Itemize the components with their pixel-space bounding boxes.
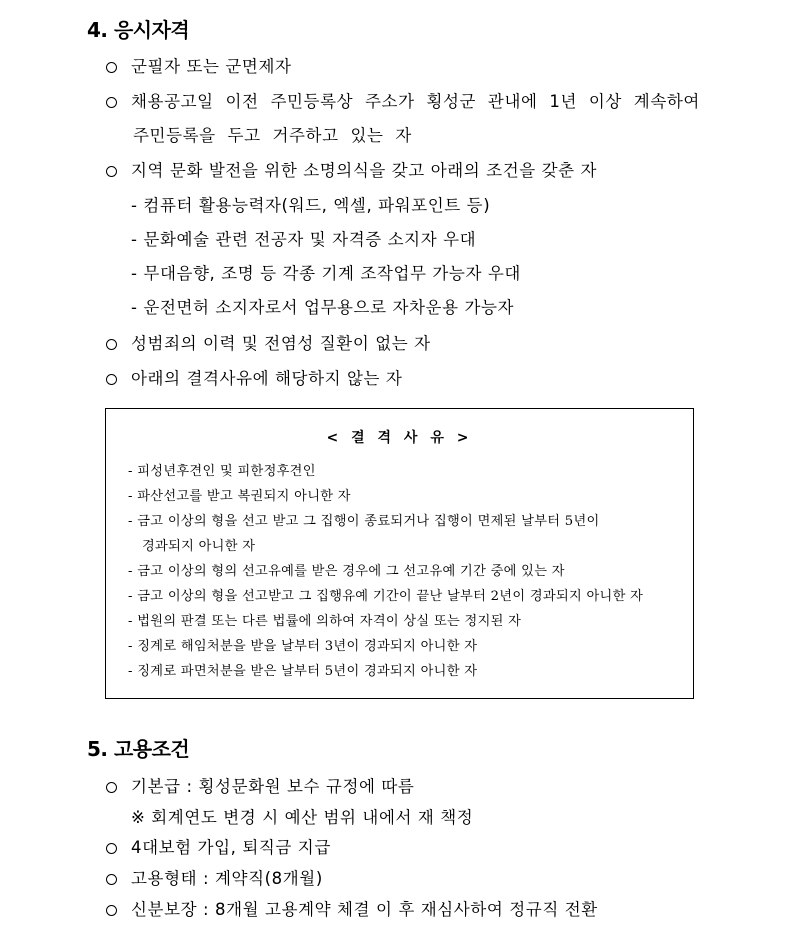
disqualification-line: - 법원의 판결 또는 다른 법률에 의하여 자격이 상실 또는 정지된 자 <box>128 614 522 629</box>
qualification-item: 성범죄의 이력 및 전염성 질환이 없는 자 <box>131 334 431 353</box>
qualification-item: 채용공고일 이전 주민등록상 주소가 횡성군 관내에 1년 이상 계속하여 <box>131 92 700 111</box>
qualification-subitem: - 컴퓨터 활용능력자(워드, 엑셀, 파워포인트 등) <box>131 196 491 215</box>
qualification-subitem: - 무대음향, 조명 등 각종 기계 조작업무 가능자 우대 <box>131 264 521 283</box>
circle-bullet-icon <box>106 166 117 177</box>
qualification-item: 지역 문화 발전을 위한 소명의식을 갖고 아래의 조건을 갖춘 자 <box>131 161 598 180</box>
circle-bullet-icon <box>106 905 117 916</box>
employment-condition-item: 고용형태 : 계약직(8개월) <box>131 869 323 888</box>
disqualification-line: - 파산선고를 받고 복권되지 아니한 자 <box>128 489 351 504</box>
disqualification-line: - 피성년후견인 및 피한정후견인 <box>128 464 316 479</box>
circle-bullet-icon <box>106 97 117 108</box>
disqualification-title: < 결 격 사 유 > <box>326 430 473 446</box>
disqualification-line: - 금고 이상의 형의 선고유예를 받은 경우에 그 선고유예 기간 중에 있는 자 <box>128 564 565 579</box>
qualification-item-continued: 주민등록을 두고 거주하고 있는 자 <box>133 126 412 145</box>
circle-bullet-icon <box>106 843 117 854</box>
qualification-item: 군필자 또는 군면제자 <box>131 57 292 76</box>
disqualification-line: - 징계로 파면처분을 받은 날부터 5년이 경과되지 아니한 자 <box>128 664 478 679</box>
employment-condition-item: 신분보장 : 8개월 고용계약 체결 이 후 재심사하여 정규직 전환 <box>131 900 598 919</box>
disqualification-line: - 징계로 해임처분을 받을 날부터 3년이 경과되지 아니한 자 <box>128 639 478 654</box>
disqualification-line-continued: 경과되지 아니한 자 <box>142 539 256 554</box>
circle-bullet-icon <box>106 874 117 885</box>
employment-condition-note: ※ 회계연도 변경 시 예산 범위 내에서 재 책정 <box>131 808 474 827</box>
circle-bullet-icon <box>106 339 117 350</box>
qualification-subitem: - 운전면허 소지자로서 업무용으로 자차운용 가능자 <box>131 298 515 317</box>
circle-bullet-icon <box>106 374 117 385</box>
section-4-title: 4. 응시자격 <box>87 18 190 42</box>
disqualification-box <box>105 408 694 699</box>
qualification-item: 아래의 결격사유에 해당하지 않는 자 <box>131 369 403 388</box>
qualification-subitem: - 문화예술 관련 전공자 및 자격증 소지자 우대 <box>131 230 477 249</box>
section-5-title: 5. 고용조건 <box>87 737 190 761</box>
disqualification-line: - 금고 이상의 형을 선고 받고 그 집행이 종료되거나 집행이 면제된 날부터 5년이 <box>128 514 600 529</box>
circle-bullet-icon <box>106 62 117 73</box>
employment-condition-item: 4대보험 가입, 퇴직금 지급 <box>131 838 331 857</box>
disqualification-line: - 금고 이상의 형을 선고받고 그 집행유예 기간이 끝난 날부터 2년이 경과되지 아니한 자 <box>128 589 644 604</box>
circle-bullet-icon <box>106 782 117 793</box>
employment-condition-item: 기본급 : 횡성문화원 보수 규정에 따름 <box>131 777 415 796</box>
